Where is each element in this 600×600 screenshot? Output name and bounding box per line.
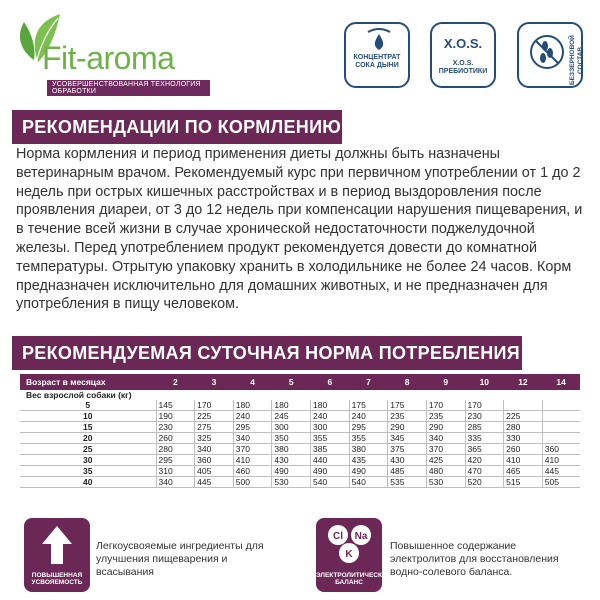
value-cell: 470	[465, 466, 504, 477]
value-cell: 370	[233, 444, 272, 455]
value-cell: 500	[233, 477, 272, 488]
daily-norm-table	[20, 374, 580, 488]
weight-cell: 5	[20, 400, 156, 411]
age-col-2: 2	[156, 374, 195, 390]
value-cell: 170	[465, 400, 504, 411]
value-cell: 180	[272, 400, 311, 411]
value-cell: 175	[349, 400, 388, 411]
badge-melon-concentrate	[344, 22, 410, 88]
xos-icon: X.O.S.	[443, 36, 483, 51]
value-cell: 410	[542, 455, 580, 466]
value-cell: 340	[426, 433, 465, 444]
feature-text-electrolytes: Повышенное содержание электролитов для восстановления водно-солевого баланса.	[390, 540, 559, 578]
badge-label: БЕЗЗЕРНОВОЙ СОСТАВ	[569, 35, 584, 85]
value-cell: 295	[233, 422, 272, 433]
weight-cell: 20	[20, 433, 156, 444]
value-cell: 235	[388, 411, 427, 422]
value-cell: 310	[156, 466, 195, 477]
value-cell: 380	[349, 444, 388, 455]
age-col-12: 12	[504, 374, 543, 390]
table-row	[20, 400, 580, 411]
value-cell	[504, 400, 543, 411]
value-cell: 260	[156, 433, 195, 444]
value-cell: 380	[272, 444, 311, 455]
badge-xos-prebiotics	[430, 22, 496, 88]
chem-na: Na	[354, 531, 368, 542]
section-title-daily-norm: РЕКОМЕНДУЕМАЯ СУТОЧНАЯ НОРМА ПОТРЕБЛЕНИЯ	[12, 336, 522, 370]
value-cell: 225	[195, 411, 234, 422]
badge-label: КОНЦЕНТРАТ СОКА ДЫНИ	[353, 54, 401, 69]
value-cell: 445	[195, 477, 234, 488]
value-cell: 445	[542, 466, 580, 477]
chem-k: K	[345, 549, 353, 560]
value-cell: 435	[349, 455, 388, 466]
value-cell: 535	[388, 477, 427, 488]
weight-header-row	[20, 390, 580, 400]
feature-text-digestibility: Легкоусвояемые ингредиенты для улучшения пищеварения и всасывания	[96, 540, 264, 578]
value-cell: 365	[465, 444, 504, 455]
age-col-8: 8	[388, 374, 427, 390]
value-cell: 430	[272, 455, 311, 466]
badge-grain-free	[517, 22, 583, 88]
value-cell: 360	[195, 455, 234, 466]
value-cell: 290	[388, 422, 427, 433]
value-cell: 355	[311, 433, 350, 444]
value-cell	[542, 400, 580, 411]
table-row	[20, 422, 580, 433]
value-cell: 280	[156, 444, 195, 455]
feature-badge-digestibility	[24, 518, 90, 592]
value-cell: 410	[233, 455, 272, 466]
value-cell: 300	[272, 422, 311, 433]
value-cell: 340	[233, 433, 272, 444]
weight-cell: 15	[20, 422, 156, 433]
age-col-6: 6	[311, 374, 350, 390]
value-cell: 230	[156, 422, 195, 433]
table-row	[20, 444, 580, 455]
badge-label: X.O.S. ПРЕБИОТИКИ	[438, 60, 488, 75]
age-col-4: 4	[233, 374, 272, 390]
age-col-14: 14	[542, 374, 580, 390]
value-cell: 370	[426, 444, 465, 455]
value-cell: 345	[388, 433, 427, 444]
value-cell: 515	[504, 477, 543, 488]
weight-cell: 30	[20, 455, 156, 466]
value-cell: 295	[349, 422, 388, 433]
value-cell: 285	[465, 422, 504, 433]
value-cell: 325	[195, 433, 234, 444]
feature-badge-electrolytes	[316, 518, 392, 592]
value-cell: 290	[426, 422, 465, 433]
arrow-up-icon	[24, 520, 90, 570]
value-cell: 480	[426, 466, 465, 477]
value-cell: 465	[504, 466, 543, 477]
age-col-5: 5	[272, 374, 311, 390]
table-row	[20, 477, 580, 488]
weight-cell: 35	[20, 466, 156, 477]
value-cell: 405	[195, 466, 234, 477]
value-cell: 520	[465, 477, 504, 488]
value-cell: 385	[311, 444, 350, 455]
value-cell: 355	[349, 433, 388, 444]
value-cell: 145	[156, 400, 195, 411]
section-title-feeding: РЕКОМЕНДАЦИИ ПО КОРМЛЕНИЮ	[12, 110, 342, 144]
value-cell: 375	[388, 444, 427, 455]
value-cell: 530	[272, 477, 311, 488]
weight-cell: 25	[20, 444, 156, 455]
value-cell: 485	[388, 466, 427, 477]
value-cell: 170	[195, 400, 234, 411]
value-cell	[542, 411, 580, 422]
logo-wordmark: Fit-aroma	[42, 40, 175, 76]
value-cell	[542, 433, 580, 444]
weight-cell: 10	[20, 411, 156, 422]
value-cell: 245	[272, 411, 311, 422]
feeding-paragraph: Норма кормления и период применения диеты должны быть назначены ветеринарным врачом. Рекомендуемый курс при первичном употреблении от 1 до 2 недель при острых кишечных расстройствах и в период выздоровления после проявления диареи, от 3 до 12 недель при компенсации нарушения пищеварения, и в течение всей жизни в случае хронической недостаточности поджелудочной железы. Перед употреблением продукт рекомендуется довести до комнатной температуры. Отрытую упаковку хранить в холодильнике не более 24 часов. Корм предназначен исключительно для домашних животных, и не предназначен для употребления в пищу человеком.	[16, 146, 583, 313]
value-cell: 505	[542, 477, 580, 488]
logo-tagline: УСОВЕРШЕНСТВОВАННАЯ ТЕХНОЛОГИЯ ОБРАБОТКИ	[47, 80, 210, 96]
value-cell: 490	[349, 466, 388, 477]
weight-header: Вес взрослой собаки (кг)	[26, 390, 132, 400]
value-cell: 180	[311, 400, 350, 411]
value-cell: 490	[311, 466, 350, 477]
value-cell: 425	[426, 455, 465, 466]
value-cell: 460	[233, 466, 272, 477]
value-cell: 190	[156, 411, 195, 422]
age-col-9: 9	[426, 374, 465, 390]
value-cell: 490	[272, 466, 311, 477]
age-col-3: 3	[195, 374, 234, 390]
value-cell: 340	[156, 477, 195, 488]
value-cell: 275	[195, 422, 234, 433]
table-row	[20, 433, 580, 444]
value-cell: 430	[388, 455, 427, 466]
table-row	[20, 411, 580, 422]
value-cell: 530	[426, 477, 465, 488]
value-cell: 240	[349, 411, 388, 422]
value-cell: 335	[465, 433, 504, 444]
value-cell: 360	[542, 444, 580, 455]
value-cell: 330	[504, 433, 543, 444]
chem-cl: Cl	[333, 531, 343, 542]
electrolyte-icon	[316, 518, 382, 570]
value-cell: 170	[426, 400, 465, 411]
age-header: Возраст в месяцах	[20, 374, 156, 390]
brand-logo	[10, 10, 210, 95]
value-cell: 540	[349, 477, 388, 488]
value-cell: 340	[195, 444, 234, 455]
table-header-row	[20, 374, 580, 390]
value-cell: 280	[504, 422, 543, 433]
value-cell: 180	[233, 400, 272, 411]
age-col-10: 10	[465, 374, 504, 390]
value-cell: 440	[311, 455, 350, 466]
feature-caption: ЭЛЕКТРОЛИТИЧЕСКИЙ БАЛАНС	[316, 572, 392, 586]
value-cell: 295	[156, 455, 195, 466]
value-cell: 240	[311, 411, 350, 422]
value-cell: 175	[388, 400, 427, 411]
value-cell: 235	[426, 411, 465, 422]
value-cell: 300	[311, 422, 350, 433]
value-cell: 540	[311, 477, 350, 488]
table-row	[20, 466, 580, 477]
weight-cell: 40	[20, 477, 156, 488]
age-col-7: 7	[349, 374, 388, 390]
value-cell: 230	[465, 411, 504, 422]
value-cell: 420	[465, 455, 504, 466]
value-cell: 350	[272, 433, 311, 444]
value-cell: 240	[233, 411, 272, 422]
feature-caption: ПОВЫШЕННАЯ УСВОЯЕМОСТЬ	[31, 572, 83, 586]
value-cell: 410	[504, 455, 543, 466]
value-cell	[542, 422, 580, 433]
value-cell: 225	[504, 411, 543, 422]
value-cell: 260	[504, 444, 543, 455]
table-row	[20, 455, 580, 466]
